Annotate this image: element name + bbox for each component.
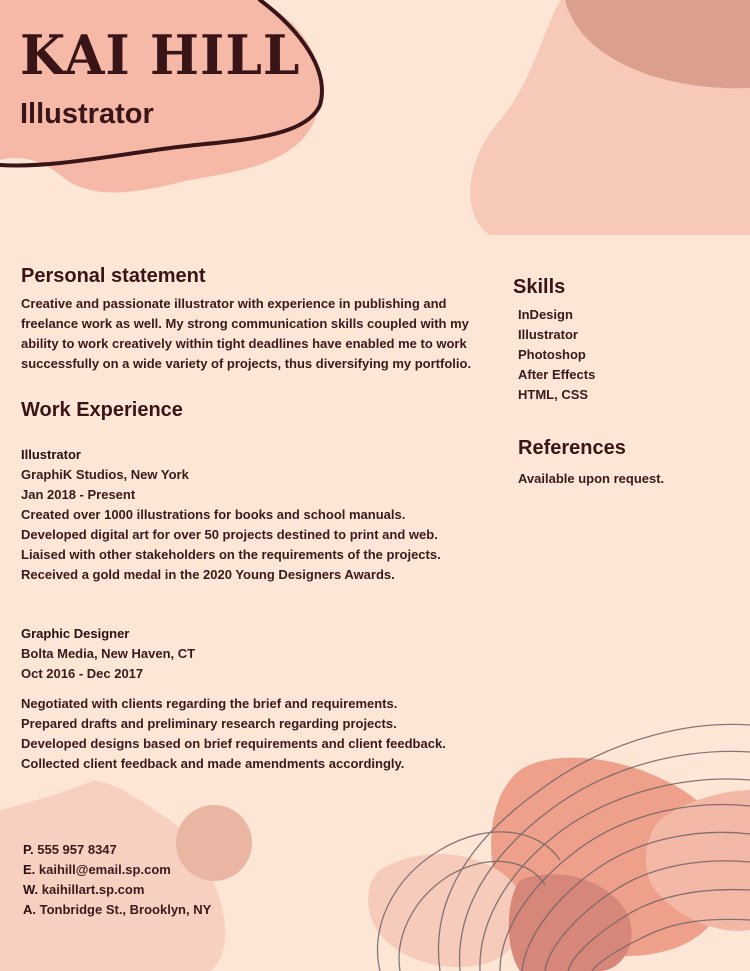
job-dates: Oct 2016 - Dec 2017 [21,666,144,681]
job-duty: Collected client feedback and made amendments accordingly. [21,756,405,771]
phone-value: 555 957 8347 [37,842,117,857]
job-duties [21,694,446,774]
statement-text [21,294,471,374]
web-key: W. [23,882,39,897]
contact-phone [23,840,211,860]
skill-item: Photoshop [518,347,586,362]
skill-item: InDesign [518,307,573,322]
job-duty: Prepared drafts and preliminary research regarding projects. [21,716,397,731]
skills-heading: Skills [513,276,566,298]
contact-address [23,900,211,920]
address-value: Tonbridge St., Brooklyn, NY [39,902,212,917]
statement-line: Creative and passionate illustrator with experience in publishing and [21,296,447,311]
job-entry [21,624,195,684]
skill-item: HTML, CSS [518,387,589,402]
job-duty: Liaised with other stakeholders on the requirements of the projects. [21,547,441,562]
job-dates: Jan 2018 - Present [21,487,136,502]
job-duty: Developed designs based on brief requirements and client feedback. [21,736,446,751]
job-duty: Created over 1000 illustrations for books and school manuals. [21,507,406,522]
references-text: Available upon request. [518,471,665,486]
job-company: Bolta Media, New Haven, CT [21,646,196,661]
contact-block [23,840,211,920]
references-heading: References [518,437,626,459]
email-value: kaihill@email.sp.com [38,862,171,877]
job-duty: Received a gold medal in the 2020 Young Designers Awards. [21,567,395,582]
contact-web [23,880,211,900]
job-entry [21,445,441,585]
job-company: GraphiK Studios, New York [21,467,189,482]
statement-line: ability to work creatively within tight deadlines have enabled me to work [21,336,467,351]
candidate-name: KAI HILL [20,23,301,88]
contact-email [23,860,211,880]
skill-item: After Effects [518,367,596,382]
job-title: Graphic Designer [21,626,130,641]
web-value: kaihillart.sp.com [41,882,145,897]
job-duty: Negotiated with clients regarding the brief and requirements. [21,696,398,711]
job-title: Illustrator [21,447,81,462]
job-duty: Developed digital art for over 50 projects destined to print and web. [21,527,438,542]
address-key: A. [23,902,36,917]
phone-key: P. [23,842,34,857]
skill-item: Illustrator [518,327,578,342]
skills-list [518,305,595,405]
work-heading: Work Experience [21,399,183,421]
candidate-role: Illustrator [20,98,154,130]
statement-heading: Personal statement [21,265,206,287]
email-key: E. [23,862,36,877]
statement-line: successfully on a wide variety of projects, thus diversifying my portfolio. [21,356,472,371]
statement-line: freelance work as well. My strong communication skills coupled with my [21,316,469,331]
